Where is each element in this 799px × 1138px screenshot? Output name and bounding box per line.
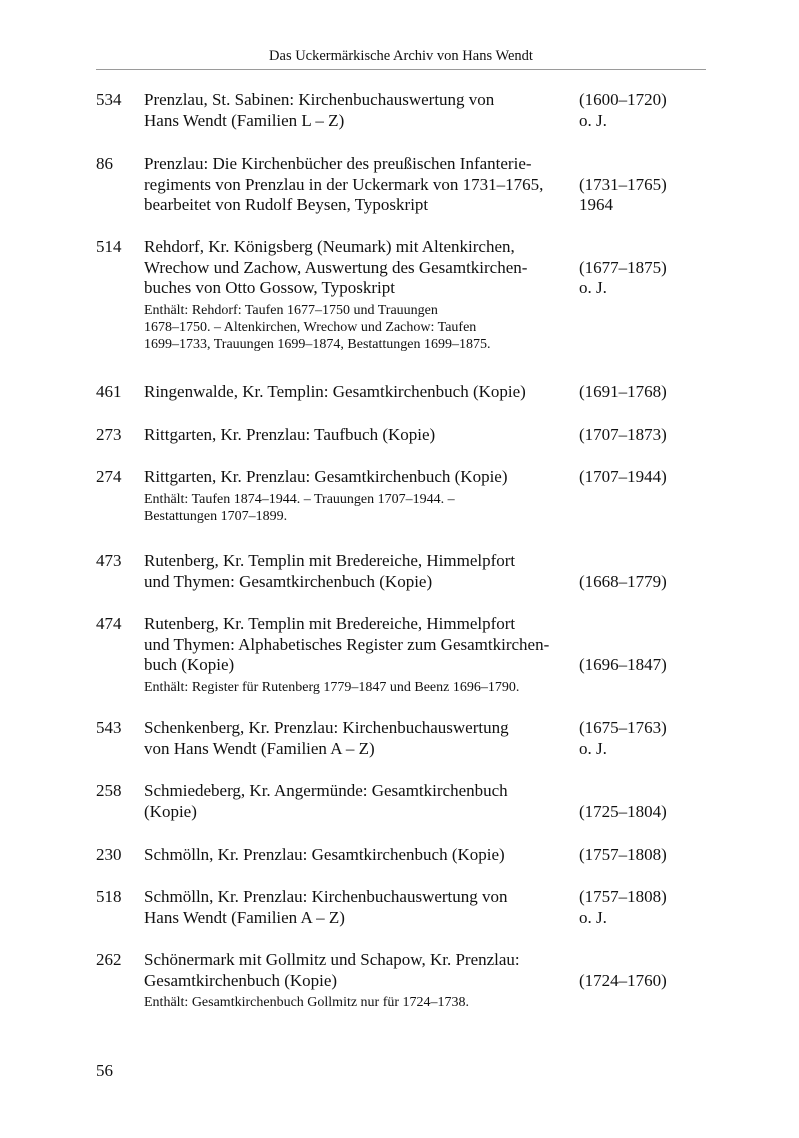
entry-date-range bbox=[579, 382, 689, 403]
entry-description bbox=[144, 90, 574, 131]
entry-title-line: Prenzlau: Die Kirchenbücher des preußischen Infanterie- bbox=[144, 154, 532, 173]
entry-date-range bbox=[579, 845, 689, 866]
entry-title-line: Ringenwalde, Kr. Templin: Gesamtkirchenbuch (Kopie) bbox=[144, 382, 526, 401]
entry-date-line: (1677–1875) bbox=[579, 257, 667, 277]
entry-note-line: 1678–1750. – Altenkirchen, Wrechow und Zachow: Taufen bbox=[144, 319, 477, 335]
entry-description bbox=[144, 425, 574, 446]
running-header: Das Uckermärkische Archiv von Hans Wendt bbox=[269, 48, 533, 64]
entry-title-line: Hans Wendt (Familien L – Z) bbox=[144, 110, 345, 130]
entry-description bbox=[144, 781, 574, 822]
entry-date-line: o. J. bbox=[579, 278, 607, 297]
entry-description bbox=[144, 614, 574, 696]
entry-title-line: Schönermark mit Gollmitz und Schapow, Kr. Prenzlau: bbox=[144, 950, 520, 969]
entry-title-line: (Kopie) bbox=[144, 801, 197, 821]
header-rule bbox=[96, 69, 706, 70]
entry-title-line: Schmölln, Kr. Prenzlau: Gesamtkirchenbuch (Kopie) bbox=[144, 845, 505, 864]
entry-title-line: regiments von Prenzlau in der Uckermark von 1731–1765, bbox=[144, 174, 544, 194]
entry-date-line: o. J. bbox=[579, 738, 607, 758]
entry-title-line: Wrechow und Zachow, Auswertung des Gesamtkirchen- bbox=[144, 257, 528, 277]
entry-date-range bbox=[579, 425, 689, 446]
entry-title-line: und Thymen: Gesamtkirchenbuch (Kopie) bbox=[144, 571, 433, 591]
entry-description bbox=[144, 887, 574, 928]
entry-date-range bbox=[579, 718, 689, 759]
entry-date-line: (1675–1763) bbox=[579, 718, 667, 737]
entry-date-range bbox=[579, 175, 689, 216]
entry-note-line: Enthält: Rehdorf: Taufen 1677–1750 und Trauungen bbox=[144, 302, 438, 318]
entry-title-line: Hans Wendt (Familien A – Z) bbox=[144, 907, 345, 927]
entry-date-line: (1696–1847) bbox=[579, 655, 667, 674]
entry-date-line: o. J. bbox=[579, 907, 607, 927]
entry-number: 518 bbox=[96, 887, 122, 906]
entry-contents-note bbox=[144, 679, 574, 696]
entry-description bbox=[144, 551, 574, 592]
entry-number: 273 bbox=[96, 425, 122, 444]
page-number: 56 bbox=[96, 1061, 113, 1080]
entry-number: 461 bbox=[96, 382, 122, 401]
entry-date-range bbox=[579, 971, 689, 992]
entry-contents-note bbox=[144, 302, 574, 353]
entry-title-line: buches von Otto Gossow, Typoskript bbox=[144, 278, 395, 297]
entry-date-line: 1964 bbox=[579, 195, 613, 214]
entry-contents-note bbox=[144, 994, 574, 1011]
entry-description bbox=[144, 382, 574, 403]
entry-description bbox=[144, 845, 574, 866]
entry-date-line: (1691–1768) bbox=[579, 382, 667, 401]
entry-date-range bbox=[579, 572, 689, 593]
entry-note-line: Bestattungen 1707–1899. bbox=[144, 508, 288, 524]
entry-date-line: (1668–1779) bbox=[579, 571, 667, 591]
entry-date-line: (1600–1720) bbox=[579, 90, 667, 109]
entry-date-range bbox=[579, 802, 689, 823]
entry-date-line: (1757–1808) bbox=[579, 887, 667, 906]
entry-note-line: Enthält: Gesamtkirchenbuch Gollmitz nur für 1724–1738. bbox=[144, 995, 470, 1010]
entry-date-range bbox=[579, 90, 689, 131]
entry-title-line: Rutenberg, Kr. Templin mit Bredereiche, Himmelpfort bbox=[144, 551, 516, 570]
entry-date-range bbox=[579, 887, 689, 928]
entry-title-line: bearbeitet von Rudolf Beysen, Typoskript bbox=[144, 195, 429, 214]
entry-date-range bbox=[579, 655, 689, 676]
entry-description bbox=[144, 950, 574, 1011]
entry-number: 258 bbox=[96, 781, 122, 800]
entry-title-line: Rittgarten, Kr. Prenzlau: Taufbuch (Kopie) bbox=[144, 425, 436, 444]
entry-date-line: (1725–1804) bbox=[579, 801, 667, 821]
entry-date-line: (1757–1808) bbox=[579, 845, 667, 864]
entry-title-line: von Hans Wendt (Familien A – Z) bbox=[144, 738, 375, 758]
entry-date-line: (1707–1944) bbox=[579, 467, 667, 486]
entry-title-line: Schmiedeberg, Kr. Angermünde: Gesamtkirchenbuch bbox=[144, 781, 508, 800]
entry-date-line: (1724–1760) bbox=[579, 970, 667, 990]
entry-note-line: Enthält: Register für Rutenberg 1779–1847 und Beenz 1696–1790. bbox=[144, 679, 520, 695]
entry-number: 86 bbox=[96, 154, 113, 173]
entry-title-line: Rehdorf, Kr. Königsberg (Neumark) mit Altenkirchen, bbox=[144, 237, 515, 256]
entry-description bbox=[144, 237, 574, 353]
entry-description bbox=[144, 467, 574, 525]
entry-title-line: Schmölln, Kr. Prenzlau: Kirchenbuchauswertung von bbox=[144, 887, 508, 906]
entry-number: 514 bbox=[96, 237, 122, 256]
entry-number: 274 bbox=[96, 467, 122, 486]
entry-number: 534 bbox=[96, 90, 122, 109]
entry-date-line: (1731–1765) bbox=[579, 174, 667, 194]
entry-title-line: buch (Kopie) bbox=[144, 655, 235, 674]
entry-contents-note bbox=[144, 491, 574, 525]
entry-number: 543 bbox=[96, 718, 122, 737]
entry-title-line: Rutenberg, Kr. Templin mit Bredereiche, Himmelpfort bbox=[144, 614, 516, 633]
entry-description bbox=[144, 718, 574, 759]
entry-title-line: Prenzlau, St. Sabinen: Kirchenbuchauswertung von bbox=[144, 90, 495, 109]
entry-description bbox=[144, 154, 574, 216]
entry-title-line: Gesamtkirchenbuch (Kopie) bbox=[144, 970, 338, 990]
entry-date-line: o. J. bbox=[579, 110, 607, 130]
entry-date-range bbox=[579, 258, 689, 299]
entry-date-range bbox=[579, 467, 689, 488]
entry-number: 262 bbox=[96, 950, 122, 969]
entry-title-line: und Thymen: Alphabetisches Register zum Gesamtkirchen- bbox=[144, 634, 550, 654]
entry-number: 473 bbox=[96, 551, 122, 570]
entry-note-line: Enthält: Taufen 1874–1944. – Trauungen 1707–1944. – bbox=[144, 491, 455, 507]
entry-title-line: Rittgarten, Kr. Prenzlau: Gesamtkirchenbuch (Kopie) bbox=[144, 467, 508, 486]
entry-title-line: Schenkenberg, Kr. Prenzlau: Kirchenbuchauswertung bbox=[144, 718, 509, 737]
entry-date-line: (1707–1873) bbox=[579, 425, 667, 444]
entry-number: 474 bbox=[96, 614, 122, 633]
entry-note-line: 1699–1733, Trauungen 1699–1874, Bestattungen 1699–1875. bbox=[144, 336, 491, 352]
entry-number: 230 bbox=[96, 845, 122, 864]
